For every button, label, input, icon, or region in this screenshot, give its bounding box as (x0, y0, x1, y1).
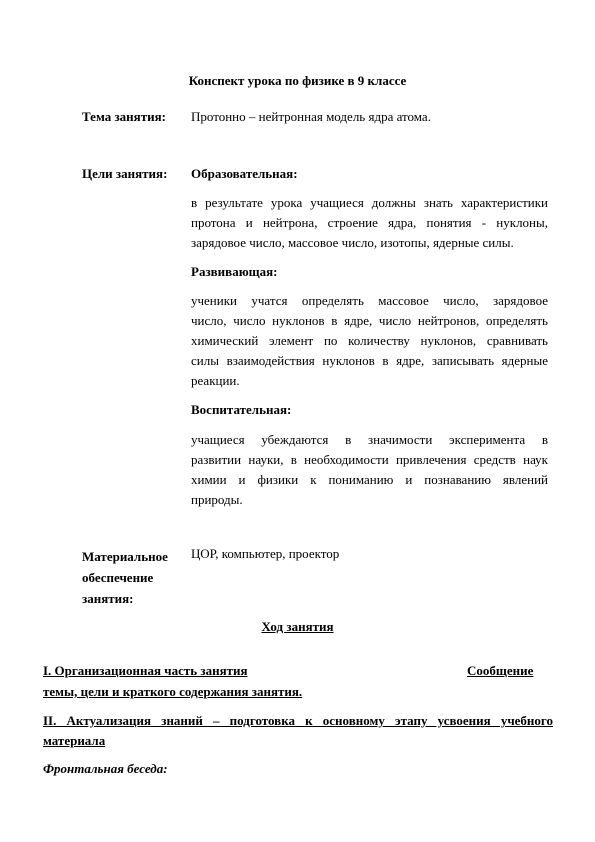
stage1-right: Сообщение (467, 663, 534, 678)
text-line: число, число нуклонов в ядре, число нейтронов, определять (191, 313, 548, 328)
course-heading: Ход занятия (261, 619, 334, 634)
materials-label-line: занятия: (82, 591, 134, 606)
text-line: ученики учатся определять массовое число, зарядовое (191, 293, 548, 308)
text-line: природы. (191, 492, 243, 507)
text-line: силы взаимодействия нуклонов в ядре, записывать ядерные (191, 353, 548, 368)
stage1-line2: темы, цели и краткого содержания занятия. (43, 684, 303, 699)
text-line: протона и нейтрона, строение ядра, понятия - нуклоны, (191, 215, 548, 230)
text-line: развитии науки, в необходимости привлечения средств наук (191, 452, 548, 467)
materials-label-line: обеспечение (82, 570, 154, 585)
goal-developing-text (191, 291, 548, 391)
text-line: химический элемент по количеству нуклонов, сравнивать (191, 333, 548, 348)
text-line: химии и физики к пониманию и познаванию явлений (191, 472, 548, 487)
goal-upbringing-heading: Воспитательная: (191, 402, 292, 417)
goals-label: Цели занятия: (82, 166, 168, 181)
goal-developing-heading: Развивающая: (191, 264, 278, 279)
materials-label-line: Материальное (82, 549, 168, 564)
goal-upbringing-text (191, 430, 548, 510)
stage2-line2: материала (43, 733, 106, 748)
stage2-line1: II. Актуализация знаний – подготовка к основному этапу усвоения учебного (43, 713, 553, 728)
topic-value: Протонно – нейтронная модель ядра атома. (191, 109, 431, 124)
text-line: учащиеся убеждаются в значимости эксперимента в (191, 432, 548, 447)
materials-value: ЦОР, компьютер, проектор (191, 546, 340, 561)
goal-educational-heading: Образовательная: (191, 166, 298, 181)
document-title: Конспект урока по физике в 9 классе (188, 73, 407, 88)
stage1-title: I. Организационная часть занятия (43, 663, 248, 678)
text-line: в результате урока учащиеся должны знать характеристики (191, 195, 548, 210)
text-line: реакции. (191, 373, 240, 388)
goal-educational-text (191, 193, 548, 253)
text-line: зарядовое число, массовое число, изотопы, ядерные силы. (191, 235, 514, 250)
frontal-conversation: Фронтальная беседа: (43, 761, 168, 776)
topic-label: Тема занятия: (82, 109, 166, 124)
materials-label (82, 546, 168, 609)
